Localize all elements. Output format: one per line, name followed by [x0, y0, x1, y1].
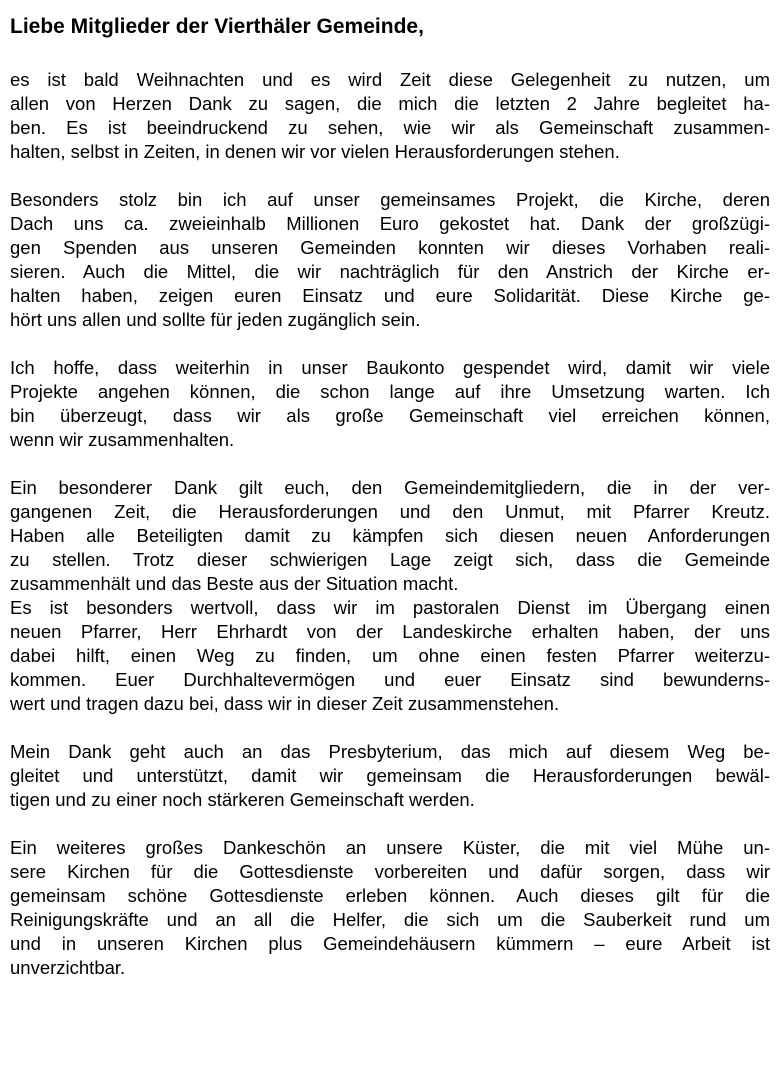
text-line: gemeinsam schöne Gottesdienste erleben können. Auch dieses gilt für die: [10, 885, 770, 906]
text-line: kommen. Euer Durchhaltevermögen und euer Einsatz sind bewunderns-: [10, 669, 770, 690]
text-line: gen Spenden aus unseren Gemeinden konnten wir dieses Vorhaben reali-: [10, 237, 770, 258]
paragraph-2: [10, 188, 770, 332]
paragraph-5: [10, 596, 770, 716]
text-line: sere Kirchen für die Gottesdienste vorbereiten und dafür sorgen, dass wir: [10, 861, 770, 882]
text-line: Projekte angehen können, die schon lange auf ihre Umsetzung warten. Ich: [10, 381, 770, 402]
paragraph-7: [10, 836, 770, 980]
letter-greeting: Liebe Mitglieder der Vierthäler Gemeinde,: [10, 15, 424, 38]
text-line: halten haben, zeigen euren Einsatz und eure Solidarität. Diese Kirche ge-: [10, 285, 770, 306]
text-line: Dach uns ca. zweieinhalb Millionen Euro gekostet hat. Dank der großzügi-: [10, 213, 770, 234]
paragraph-6: [10, 740, 770, 812]
text-line: sieren. Auch die Mittel, die wir nachträglich für den Anstrich der Kirche er-: [10, 261, 770, 282]
text-line: es ist bald Weihnachten und es wird Zeit diese Gelegenheit zu nutzen, um: [10, 69, 770, 90]
text-line: tigen und zu einer noch stärkeren Gemeinschaft werden.: [10, 789, 475, 810]
text-line: Mein Dank geht auch an das Presbyterium, das mich auf diesem Weg be-: [10, 741, 770, 762]
text-line: Ein besonderer Dank gilt euch, den Gemeindemitgliedern, die in der ver-: [10, 477, 770, 498]
text-line: dabei hilft, einen Weg zu finden, um ohne einen festen Pfarrer weiterzu-: [10, 645, 770, 666]
paragraph-1: [10, 68, 770, 164]
text-line: zusammenhält und das Beste aus der Situation macht.: [10, 573, 459, 594]
text-line: hört uns allen und sollte für jeden zugänglich sein.: [10, 309, 421, 330]
text-line: neuen Pfarrer, Herr Ehrhardt von der Landeskirche erhalten haben, der uns: [10, 621, 770, 642]
paragraph-3: [10, 356, 770, 452]
text-line: Ein weiteres großes Dankeschön an unsere Küster, die mit viel Mühe un-: [10, 837, 770, 858]
text-line: gleitet und unterstützt, damit wir gemeinsam die Herausforderungen bewäl-: [10, 765, 770, 786]
text-line: allen von Herzen Dank zu sagen, die mich die letzten 2 Jahre begleitet ha-: [10, 93, 770, 114]
text-line: und in unseren Kirchen plus Gemeindehäusern kümmern – eure Arbeit ist: [10, 933, 770, 954]
text-line: unverzichtbar.: [10, 957, 126, 978]
text-line: Haben alle Beteiligten damit zu kämpfen sich diesen neuen Anforderungen: [10, 525, 770, 546]
text-line: zu stellen. Trotz dieser schwierigen Lage zeigt sich, dass die Gemeinde: [10, 549, 770, 570]
letter-page: [10, 14, 770, 980]
text-line: halten, selbst in Zeiten, in denen wir vor vielen Herausforderungen stehen.: [10, 141, 620, 162]
text-line: ben. Es ist beeindruckend zu sehen, wie wir als Gemeinschaft zusammen-: [10, 117, 770, 138]
text-line: bin überzeugt, dass wir als große Gemeinschaft viel erreichen können,: [10, 405, 770, 426]
text-line: wert und tragen dazu bei, dass wir in dieser Zeit zusammenstehen.: [10, 693, 560, 714]
text-line: Ich hoffe, dass weiterhin in unser Baukonto gespendet wird, damit wir viele: [10, 357, 770, 378]
paragraph-4: [10, 476, 770, 596]
text-line: Es ist besonders wertvoll, dass wir im pastoralen Dienst im Übergang einen: [10, 597, 770, 618]
text-line: Reinigungskräfte und an all die Helfer, die sich um die Sauberkeit rund um: [10, 909, 770, 930]
text-line: wenn wir zusammenhalten.: [10, 429, 235, 450]
text-line: Besonders stolz bin ich auf unser gemeinsames Projekt, die Kirche, deren: [10, 189, 770, 210]
text-line: gangenen Zeit, die Herausforderungen und den Unmut, mit Pfarrer Kreutz.: [10, 501, 770, 522]
